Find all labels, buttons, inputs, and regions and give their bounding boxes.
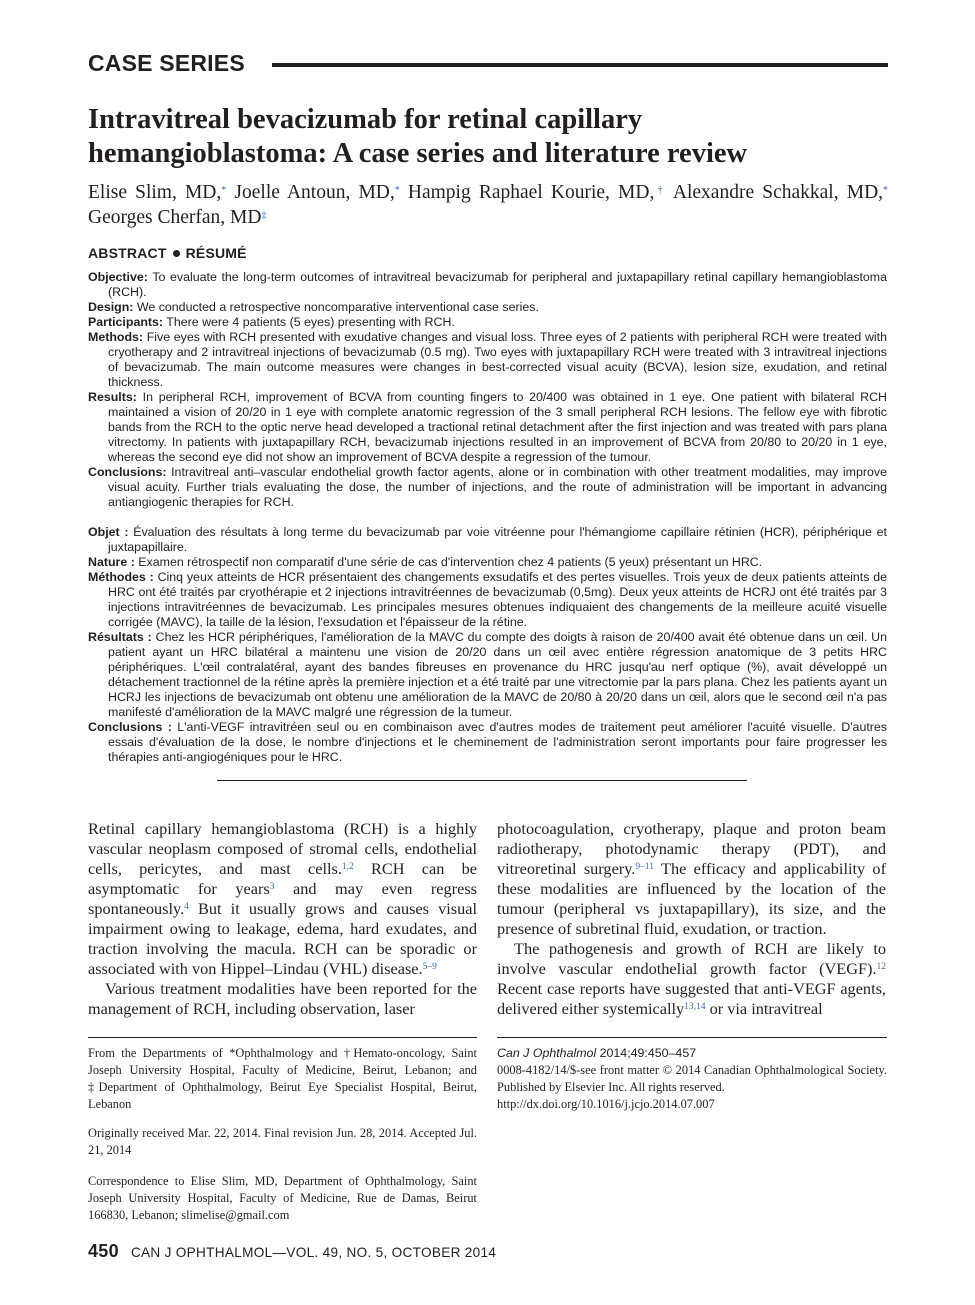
- article-title-line: Intravitreal bevacizumab for retinal capillary: [88, 104, 643, 135]
- body-paragraph: [497, 939, 886, 1019]
- abstract-label: Results:: [88, 390, 137, 404]
- body-column-right: [497, 819, 886, 1019]
- body-text: and may even regress spontaneously.: [88, 879, 477, 918]
- abstract-text: Examen rétrospectif non comparatif d'une série de cas d'intervention chez 4 patients (5 yeux) présentant un HRC.: [138, 555, 763, 569]
- journal-info: [497, 1045, 887, 1113]
- body-text: Retinal capillary hemangioblastoma (RCH) is a highly vascular neoplasm composed of stromal cells, endothelial cells, pericytes, and mast cells.: [88, 819, 477, 878]
- abstract-label: Nature :: [88, 555, 135, 569]
- abstract-item: [88, 315, 887, 330]
- copyright-notice: 0008-4182/14/$-see front matter © 2014 Canadian Ophthalmological Society. Published by Elsevier Inc. All rights reserved.: [497, 1063, 887, 1094]
- abstract-label: Méthodes :: [88, 570, 154, 584]
- author-list: [88, 180, 888, 230]
- abstract-item: [88, 270, 887, 300]
- abstract-heading: [88, 245, 247, 261]
- abstract-text: Intravitreal anti–vascular endothelial growth factor agents, alone or in combination with other treatment modalities, may improve visual acuity. Further trials evaluating the dose, the number of injections, and the route of administration will be important in advancing antiangiogenic therapies for RCH.: [108, 465, 888, 509]
- abstract-item: [88, 555, 887, 570]
- running-footer: [88, 1241, 496, 1262]
- affiliation-mark: *: [883, 185, 889, 196]
- affiliation-mark: †: [654, 185, 666, 196]
- author-name: Hampig Raphael Kourie, MD,: [407, 182, 655, 203]
- body-paragraph: [88, 819, 477, 979]
- abstract-text: Évaluation des résultats à long terme du bevacizumab par voie vitréenne pour l'hémangiome capillaire rétinien (HCR), périphérique et juxtapapillaire.: [108, 525, 887, 554]
- abstract-item: [88, 465, 887, 510]
- abstract-heading-fr: RÉSUMÉ: [185, 245, 247, 261]
- abstract-french: [88, 525, 887, 765]
- affiliation-note: From the Departments of *Ophthalmology and †Hemato-oncology, Saint Joseph University Hospital, Faculty of Medicine, Beirut, Lebanon; and ‡Department of Ophthalmology, Beirut Eye Specialist Hospital, Beirut, Lebanon: [88, 1046, 477, 1111]
- citation-link[interactable]: 12: [876, 962, 886, 972]
- abstract-heading-en: ABSTRACT: [88, 245, 167, 261]
- page-number: 450: [88, 1241, 119, 1261]
- abstract-text: There were 4 patients (5 eyes) presenting with RCH.: [166, 315, 455, 329]
- abstract-item: [88, 570, 887, 630]
- body-text: or via intravitreal: [705, 999, 823, 1018]
- body-column-left: [88, 819, 477, 1019]
- journal-issue: CAN J OPHTHALMOL—VOL. 49, NO. 5, OCTOBER 2014: [130, 1245, 497, 1260]
- body-text: The efficacy and applicability of these modalities are influenced by the location of the tumour (peripheral vs juxtapapillary), its size, and the presence of subretinal fluid, exudation, or traction.: [497, 859, 886, 938]
- citation-link[interactable]: 13,14: [684, 1002, 706, 1012]
- author-name: Joelle Antoun, MD,: [234, 182, 395, 203]
- abstract-label: Conclusions :: [88, 720, 172, 734]
- doi-link[interactable]: http://dx.doi.org/10.1016/j.jcjo.2014.07.007: [497, 1097, 715, 1111]
- correspondence-note: Correspondence to Elise Slim, MD, Department of Ophthalmology, Saint Joseph University Hospital, Faculty of Medicine, Rue de Damas, Beirut 166830, Lebanon; slimelise@gmail.com: [88, 1174, 477, 1222]
- abstract-item: [88, 630, 887, 720]
- section-label: CASE SERIES: [88, 50, 245, 76]
- affiliation-mark: ‡: [261, 210, 267, 221]
- affiliation-mark: *: [394, 185, 400, 196]
- journal-name: Can J Ophthalmol: [497, 1046, 597, 1060]
- author-name: Georges Cherfan, MD: [88, 207, 262, 228]
- abstract-item: [88, 330, 887, 390]
- article-title: [88, 103, 888, 171]
- bullet-icon: [173, 250, 180, 257]
- abstract-text: To evaluate the long-term outcomes of intravitreal bevacizumab for peripheral and juxtapapillary retinal capillary hemangioblastoma (RCH).: [108, 270, 887, 299]
- citation-link[interactable]: 5–9: [422, 962, 437, 972]
- body-text: Recent case reports have suggested that anti-VEGF agents, delivered either systemically: [497, 979, 886, 1018]
- abstract-label: Objective:: [88, 270, 148, 284]
- footnote-divider: [88, 1037, 477, 1038]
- abstract-text: Cinq yeux atteints de HCR présentaient des changements exsudatifs et des pertes visuelles. Trois yeux de deux patients atteints de HRC ont été traités par cryothérapie et 2 injections intravitréennes de bevacizumab (0,5mg). Deux yeux atteints de HCRJ ont été traités par 3 injections intravitréennes de bevacizumab. Les principales mesures obtenues indiquaient des changements de la meilleure acuité visuelle corrigée (MAVC), la taille de la lésion, l'exsudation et l'épaisseur de la rétine.: [108, 570, 887, 629]
- body-paragraph: [88, 979, 477, 1019]
- author-name: Alexandre Schakkal, MD,: [672, 182, 884, 203]
- journal-volume: 2014;49:450–457: [596, 1046, 697, 1060]
- abstract-text: L'anti-VEGF intravitréen seul ou en combinaison avec d'autres modes de traitement peut améliorer l'acuité visuelle. D'autres essais d'évaluation de la dose, le nombre d'injections et le cheminement de l'administration seront importants pour faire progresser les thérapies anti-angiogéniques pour le HRC.: [108, 720, 887, 764]
- citation-link[interactable]: 4: [184, 902, 189, 912]
- abstract-label: Résultats :: [88, 630, 152, 644]
- abstract-label: Objet :: [88, 525, 129, 539]
- abstract-item: [88, 525, 887, 555]
- footnote-divider: [497, 1037, 887, 1038]
- body-paragraph: [497, 819, 886, 939]
- abstract-text: Chez les HCR périphériques, l'amélioration de la MAVC du compte des doigts à raison de 20/400 avait été obtenue dans un œil. Un patient ayant un HRC bilatéral a maintenu une vision de 20/20 dans un œil avec entière régression anatomique de 3 petits HRC périphériques. L'œil contralatéral, ayant des bandes fibreuses en provenance du HRC jusqu'au nerf optique (%), avait développé un détachement tractionnel de la rétine après la première injection et a été traité par une vitrectomie par la pars plana. Chez les patients ayant un HCRJ les injections de bevacizumab ont obtenu une amélioration de la MAVC de 20/80 à 20/20 dans un œil, alors que le second œil n'a pas manifesté d'amélioration de la MAVC malgré une régression de la tumeur.: [108, 630, 887, 719]
- body-text: But it usually grows and causes visual impairment owing to leakage, edema, hard exudates, and traction involving the macula. RCH can be sporadic or associated with von Hippel–Lindau (VHL) disease.: [88, 899, 477, 978]
- abstract-label: Design:: [88, 300, 134, 314]
- abstract-item: [88, 390, 887, 465]
- abstract-item: [88, 720, 887, 765]
- citation-link[interactable]: 9–11: [635, 862, 655, 872]
- section-header: [88, 50, 888, 80]
- abstract-label: Participants:: [88, 315, 164, 329]
- abstract-divider: [217, 780, 747, 781]
- abstract-english: [88, 270, 887, 510]
- article-title-line: hemangioblastoma: A case series and literature review: [88, 138, 748, 169]
- abstract-text: We conducted a retrospective noncomparative interventional case series.: [136, 300, 539, 314]
- section-rule: [272, 63, 888, 67]
- body-text: RCH can be asymptomatic for years: [88, 859, 477, 898]
- abstract-item: [88, 300, 887, 315]
- affiliation-mark: *: [221, 185, 227, 196]
- body-text: Various treatment modalities have been reported for the management of RCH, including observation, laser: [88, 979, 477, 1018]
- abstract-text: Five eyes with RCH presented with exudative changes and visual loss. Three eyes of 2 patients with peripheral RCH were treated with cryotherapy and 2 intravitreal injections of bevacizumab (0.5 mg). Two eyes with juxtapapillary RCH were treated with 3 intravitreal injections of bevacizumab. The main outcome measures were changes in best-corrected visual acuity (BCVA), lesion size, exudation, and retinal thickness.: [108, 330, 887, 389]
- journal-citation: [497, 1045, 887, 1062]
- abstract-label: Methods:: [88, 330, 144, 344]
- abstract-text: In peripheral RCH, improvement of BCVA from counting fingers to 20/400 was obtained in 1 eye. One patient with bilateral RCH maintained a vision of 20/20 in 1 eye with complete anatomic regression of the 3 small peripheral RCH lesions. The fellow eye with fibrotic bands from the RCH to the optic nerve head developed a tractional retinal detachment after the first injection and was treated with pars plana vitrectomy. In patients with juxtapapillary RCH, bevacizumab injections resulted in an improvement of BCVA from 20/80 to 20/20 in 1 eye, whereas the second eye did not show an improvement of BCVA despite a regression of the tumour.: [108, 390, 887, 464]
- author-name: Elise Slim, MD,: [88, 182, 222, 203]
- abstract-label: Conclusions:: [88, 465, 167, 479]
- body-text: photocoagulation, cryotherapy, plaque and proton beam radiotherapy, photodynamic therapy (PDT), and vitreoretinal surgery.: [497, 819, 886, 878]
- body-text: The pathogenesis and growth of RCH are likely to involve vascular endothelial growth factor (VEGF).: [497, 939, 886, 978]
- received-dates: Originally received Mar. 22, 2014. Final revision Jun. 28, 2014. Accepted Jul. 21, 2014: [88, 1126, 477, 1157]
- citation-link[interactable]: 3: [269, 882, 275, 892]
- citation-link[interactable]: 1,2: [341, 862, 354, 872]
